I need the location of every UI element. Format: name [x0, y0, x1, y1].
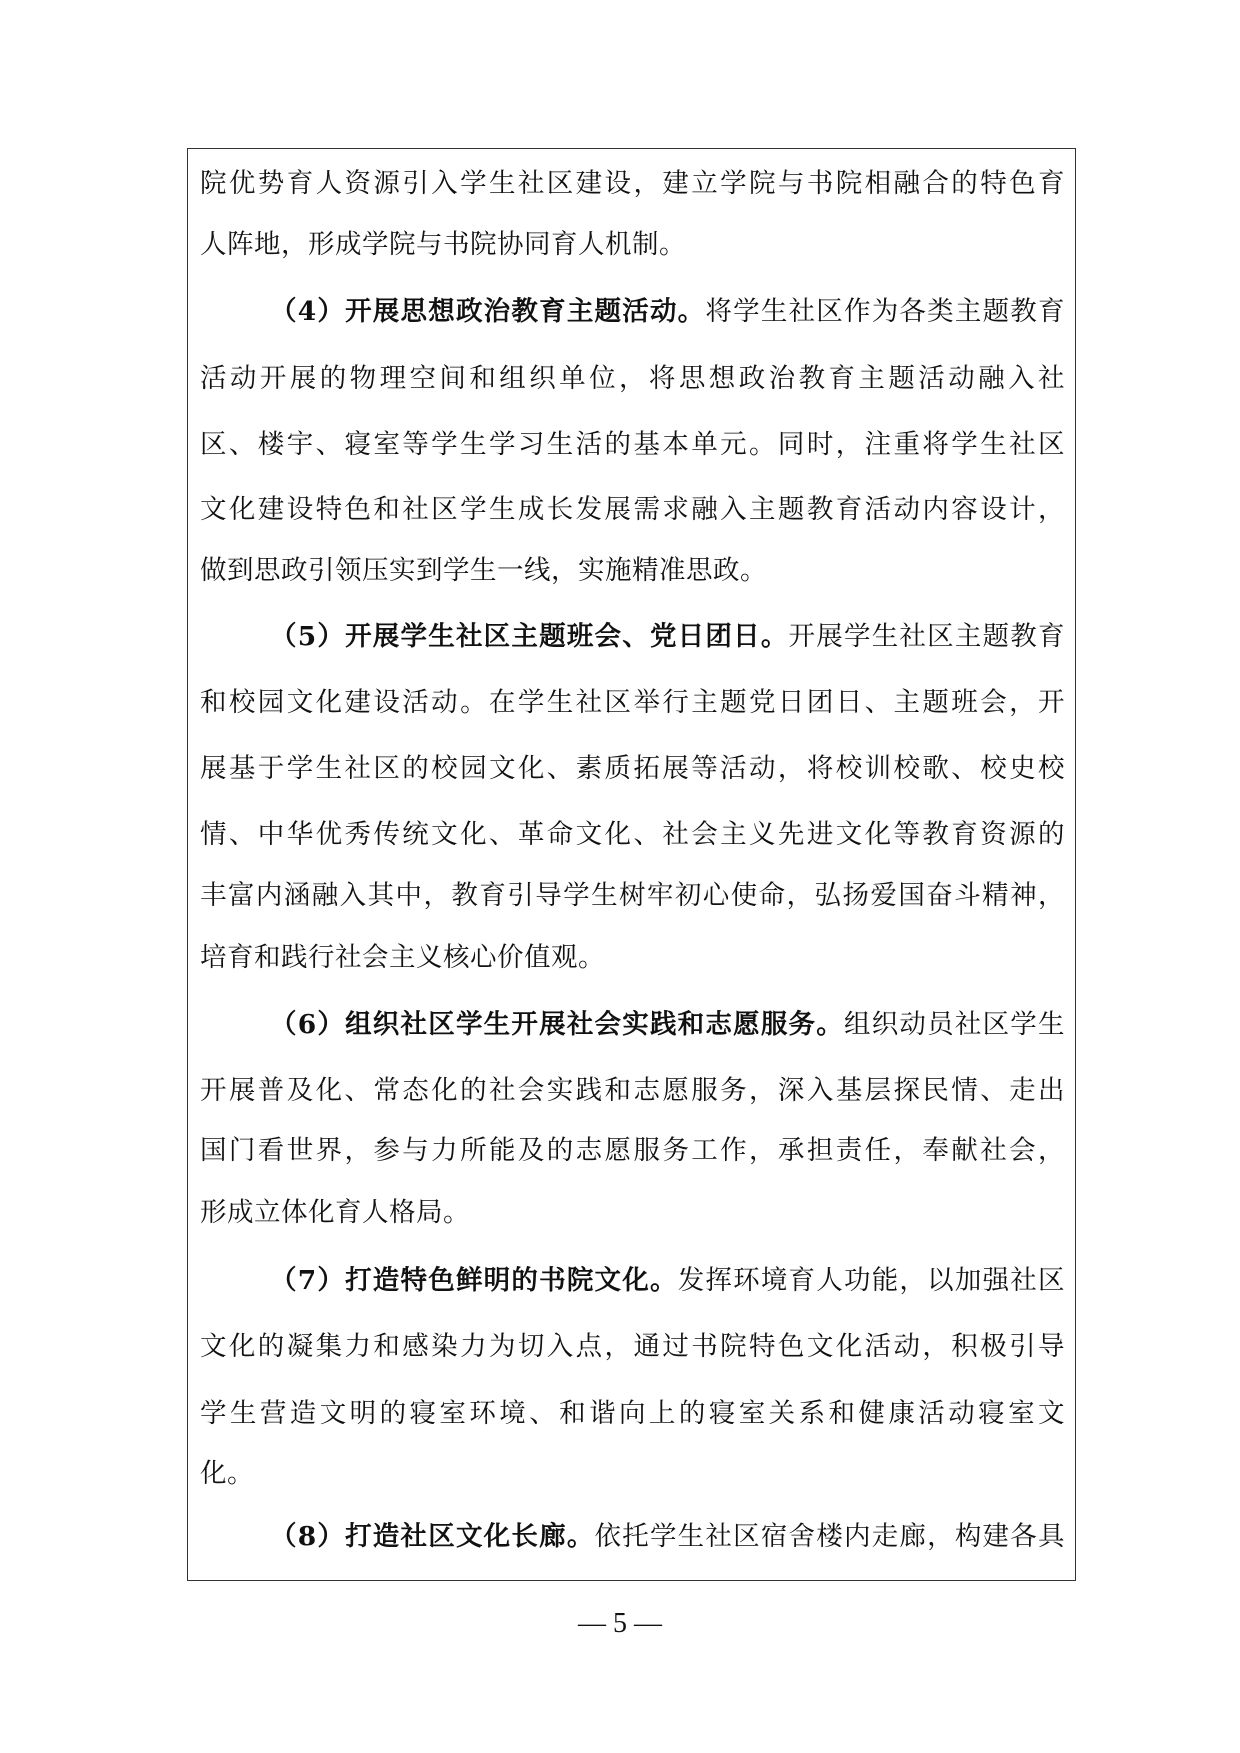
text-line: 文化的凝集力和感染力为切入点，通过书院特色文化活动，积极引导: [200, 1331, 1065, 1362]
section-6-heading: （6）组织社区学生开展社会实践和志愿服务。: [270, 1009, 844, 1040]
section-4-heading: （4）开展思想政治教育主题活动。: [270, 296, 706, 327]
section-4-paragraph-start: （4）开展思想政治教育主题活动。将学生社区作为各类主题教育: [270, 296, 1065, 327]
text-line: 培育和践行社会主义核心价值观。: [200, 942, 605, 973]
section-5-heading: （5）开展学生社区主题班会、党日团日。: [270, 621, 789, 652]
text-line: 人阵地，形成学院与书院协同育人机制。: [200, 229, 686, 260]
text-line: 国门看世界，参与力所能及的志愿服务工作，承担责任，奉献社会，: [200, 1135, 1065, 1166]
text-line: 做到思政引领压实到学生一线，实施精准思政。: [200, 555, 767, 586]
section-6-paragraph-start: （6）组织社区学生开展社会实践和志愿服务。组织动员社区学生: [270, 1009, 1065, 1040]
text-line: 文化建设特色和社区学生成长发展需求融入主题教育活动内容设计，: [200, 494, 1065, 525]
section-8-paragraph-start: （8）打造社区文化长廊。依托学生社区宿舍楼内走廊，构建各具: [270, 1521, 1065, 1552]
text-line: 化。: [200, 1458, 254, 1489]
text-line: 情、中华优秀传统文化、革命文化、社会主义先进文化等教育资源的: [200, 819, 1065, 850]
text-line: 和校园文化建设活动。在学生社区举行主题党日团日、主题班会，开: [200, 687, 1065, 718]
text-line: 展基于学生社区的校园文化、素质拓展等活动，将校训校歌、校史校: [200, 753, 1065, 784]
text-line: 区、楼宇、寝室等学生学习生活的基本单元。同时，注重将学生社区: [200, 429, 1065, 460]
section-5-paragraph-start: （5）开展学生社区主题班会、党日团日。开展学生社区主题教育: [270, 621, 1065, 652]
text-line: 学生营造文明的寝室环境、和谐向上的寝室关系和健康活动寝室文: [200, 1398, 1065, 1429]
section-8-heading: （8）打造社区文化长廊。: [270, 1521, 595, 1552]
text-line: 丰富内涵融入其中，教育引导学生树牢初心使命，弘扬爱国奋斗精神，: [200, 880, 1065, 911]
page-number: — 5 —: [578, 1608, 662, 1639]
text-line: 活动开展的物理空间和组织单位，将思想政治教育主题活动融入社: [200, 363, 1065, 394]
text-line: 开展普及化、常态化的社会实践和志愿服务，深入基层探民情、走出: [200, 1075, 1065, 1106]
section-7-heading: （7）打造特色鲜明的书院文化。: [270, 1265, 678, 1296]
text-line: 院优势育人资源引入学生社区建设，建立学院与书院相融合的特色育: [200, 168, 1065, 199]
section-7-paragraph-start: （7）打造特色鲜明的书院文化。发挥环境育人功能，以加强社区: [270, 1265, 1065, 1296]
text-line: 形成立体化育人格局。: [200, 1197, 470, 1228]
